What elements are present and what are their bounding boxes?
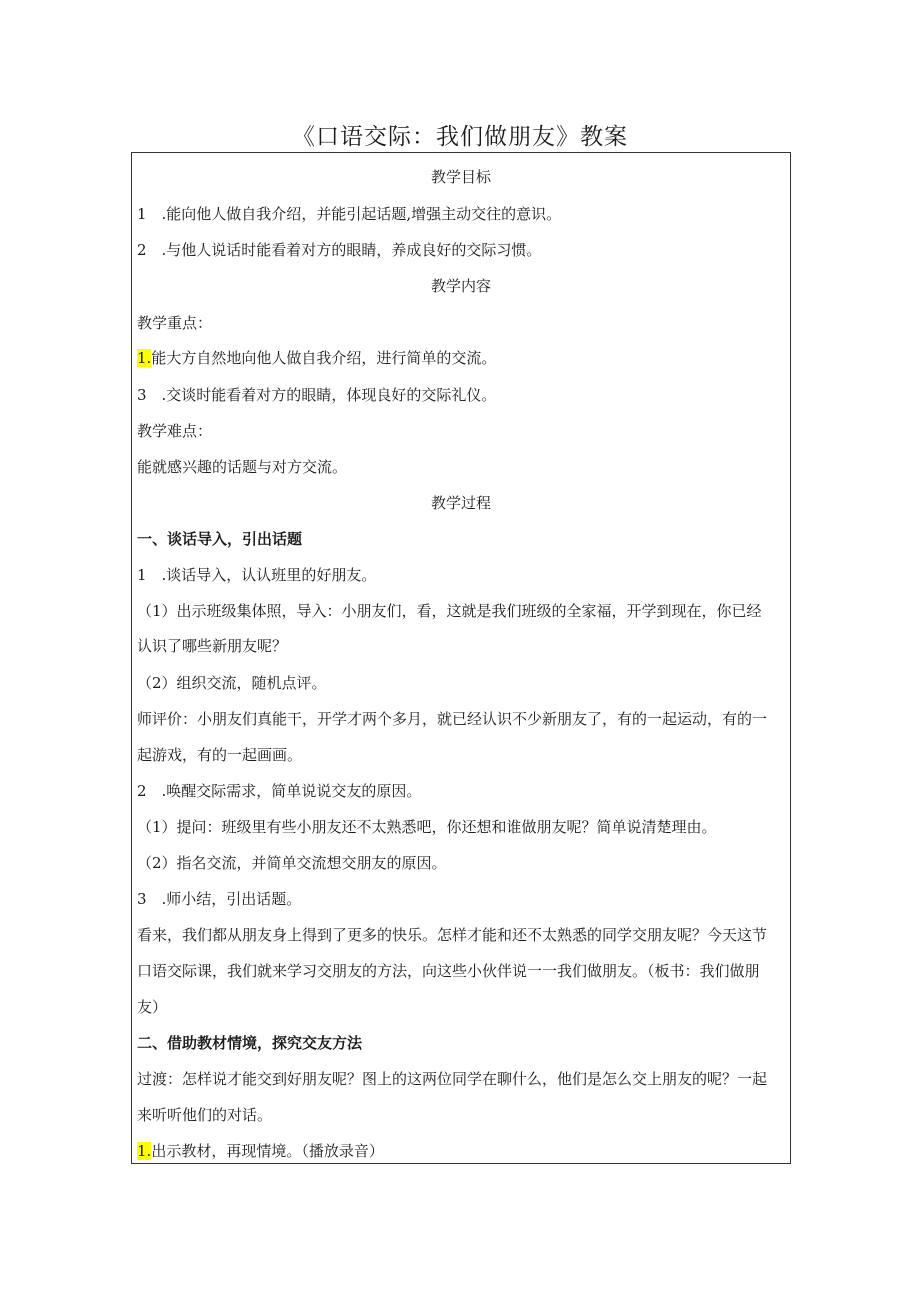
key-point-1 — [137, 348, 782, 368]
part1-step1: 1 .谈话导入，认认班里的好朋友。 — [137, 566, 377, 584]
goal-item-1: 1 .能向他人做自我介绍，并能引起话题,增强主动交往的意识。 — [137, 205, 562, 223]
transition-line2: 来听听他们的对话。 — [137, 1106, 273, 1124]
part1-step1-a-line2: 认识了哪些新朋友呢？ — [137, 637, 288, 655]
summary-line1: 看来，我们都从朋友身上得到了更多的快乐。怎样才能和还不太熟悉的同学交朋友呢？今天这节 — [137, 926, 768, 944]
teacher-comment-line1: 师评价：小朋友们真能干，开学才两个多月，就已经认识不少新朋友了，有的一起运动，有的一 — [137, 710, 768, 728]
key-point-3: 3 .交谈时能看着对方的眼睛，体现良好的交际礼仪。 — [137, 386, 497, 404]
teacher-comment-line2: 起游戏，有的一起画画。 — [137, 746, 303, 764]
summary-line3: 友） — [137, 998, 168, 1016]
part1-step2-b: （2）指名交流，并简单交流想交朋友的原因。 — [137, 854, 447, 872]
highlighted-number: 1. — [137, 349, 152, 367]
part1-heading: 一、谈话导入，引出话题 — [137, 530, 303, 548]
transition-line1: 过渡：怎样说才能交到好朋友呢？图上的这两位同学在聊什么，他们是怎么交上朋友的呢？一起 — [137, 1070, 768, 1088]
goal-item-2: 2 .与他人说话时能看着对方的眼睛，养成良好的交际习惯。 — [137, 241, 542, 259]
highlighted-number: 1. — [137, 1142, 152, 1160]
summary-line2: 口语交际课，我们就来学习交朋友的方法，向这些小伙伴说一一我们做朋友。（板书：我们做朋 — [137, 962, 760, 980]
section-heading-content: 教学内容 — [430, 277, 491, 295]
section-heading-goals: 教学目标 — [430, 168, 491, 186]
part2-heading: 二、借助教材情境，探究交友方法 — [137, 1034, 363, 1052]
part1-step1-a-line1: （1）出示班级集体照，导入：小朋友们，看，这就是我们班级的全家福，开学到现在，你已经 — [137, 602, 762, 620]
section-heading-process: 教学过程 — [430, 494, 491, 512]
difficulty-label: 教学难点： — [137, 422, 213, 440]
part2-step1-text: 出示教材，再现情境。（播放录音） — [151, 1142, 384, 1160]
key-points-label: 教学重点： — [137, 314, 213, 332]
lesson-plan-table — [131, 152, 791, 1164]
part1-step2: 2 .唤醒交际需求，简单说说交友的原因。 — [137, 782, 422, 800]
part2-step1 — [137, 1141, 782, 1161]
difficulty-text: 能就感兴趣的话题与对方交流。 — [137, 458, 348, 476]
part1-step1-b: （2）组织交流，随机点评。 — [137, 674, 327, 692]
document-title: 《口语交际：我们做朋友》教案 — [292, 124, 628, 150]
part1-step3: 3 .师小结，引出话题。 — [137, 890, 302, 908]
key-point-1-text: 能大方自然地向他人做自我介绍，进行简单的交流。 — [151, 349, 497, 367]
part1-step2-a: （1）提问：班级里有些小朋友还不太熟悉吧，你还想和谁做朋友呢？简单说清楚理由。 — [137, 818, 717, 836]
